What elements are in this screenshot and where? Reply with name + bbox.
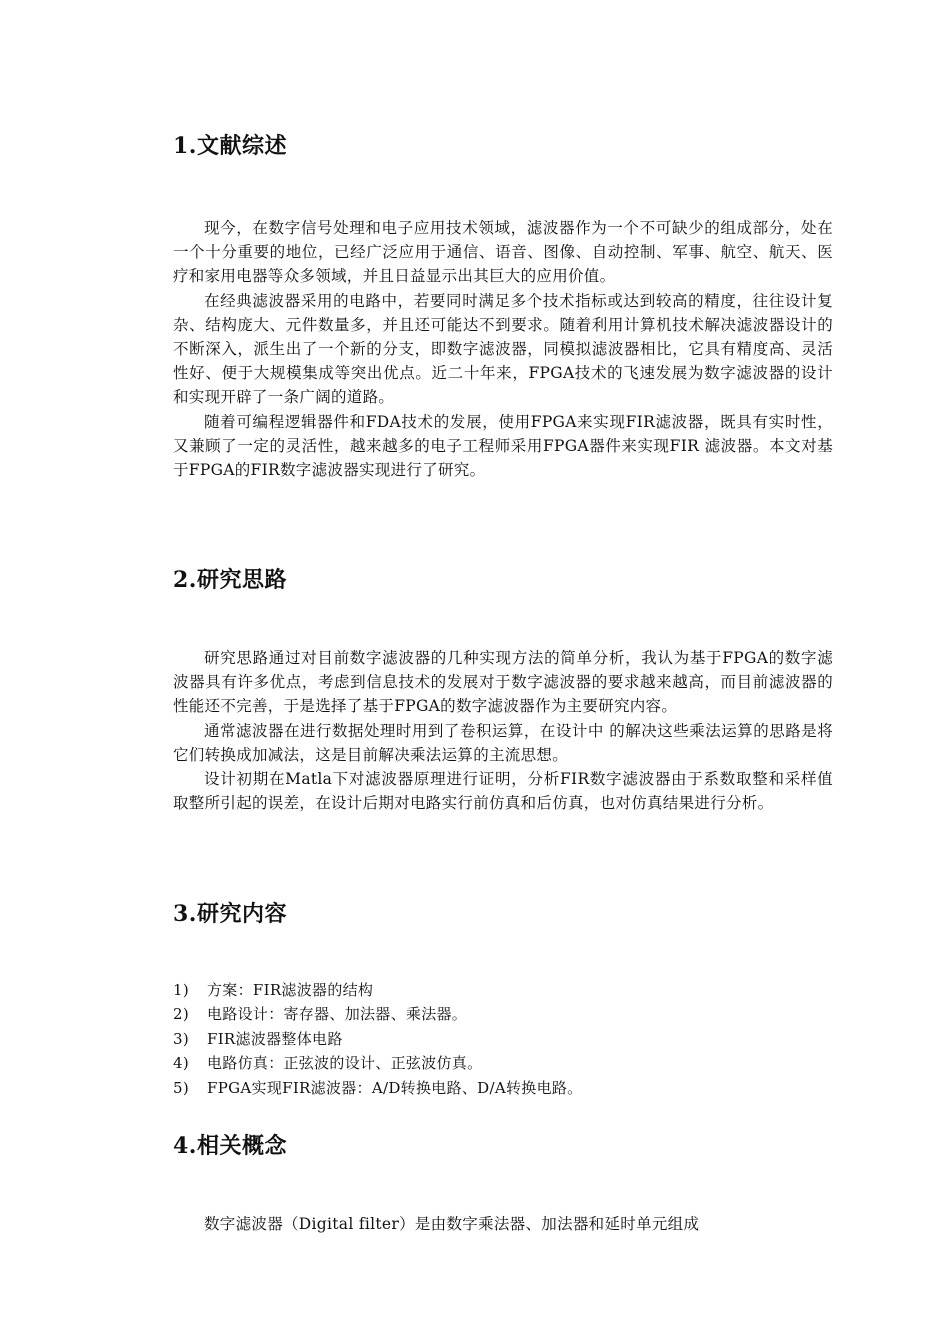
paragraph: 设计初期在Matla下对滤波器原理进行证明，分析FIR数字滤波器由于系数取整和采样值取整所引起的误差，在设计后期对电路实行前仿真和后仿真，也对仿真结果进行分析。 [173,770,833,813]
paragraph: 在经典滤波器采用的电路中，若要同时满足多个技术指标或达到较高的精度，往往设计复杂、结构庞大、元件数量多，并且还可能达不到要求。随着利用计算机技术解决滤波器设计的不断深入，派生出了一个新的分支，即数字滤波器，同模拟滤波器相比，它具有精度高、灵活性好、便于大规模集成等突出优点。近二十年来，FPGA技术的飞速发展为数字滤波器的设计和实现开辟了一条广阔的道路。 [173,291,833,407]
list-item: 3) FIR滤波器整体电路 [173,1029,343,1048]
section-research-content [173,896,833,1100]
section-research-approach [173,562,833,815]
list-item: 1) 方案：FIR滤波器的结构 [173,981,374,999]
section-literature-review [173,128,833,482]
list-item: 2) 电路设计：寄存器、加法器、乘法器。 [173,1005,468,1024]
section-heading: 4.相关概念 [173,1133,287,1159]
paragraph: 数字滤波器（Digital filter）是由数字乘法器、加法器和延时单元组成 [204,1215,700,1233]
section-heading: 3.研究内容 [173,901,287,927]
section-heading: 2.研究思路 [173,567,287,593]
list-item: 5) FPGA实现FIR滤波器：A/D转换电路、D/A转换电路。 [173,1078,583,1097]
paragraph: 现今，在数字信号处理和电子应用技术领域，滤波器作为一个不可缺少的组成部分，处在一个十分重要的地位，已经广泛应用于通信、语音、图像、自动控制、军事、航空、航天、医疗和家用电器等众多领域，并且日益显示出其巨大的应用价值。 [173,219,833,286]
paragraph: 通常滤波器在进行数据处理时用到了卷积运算，在设计中 的解决这些乘法运算的思路是将它们转换成加减法，这是目前解决乘法运算的主流思想。 [173,721,833,764]
section-heading: 1.文献综述 [173,133,287,159]
paragraph: 研究思路通过对目前数字滤波器的几种实现方法的简单分析，我认为基于FPGA的数字滤波器具有许多优点，考虑到信息技术的发展对于数字滤波器的要求越来越高，而目前滤波器的性能还不完善，于是选择了基于FPGA的数字滤波器作为主要研究内容。 [173,649,833,716]
list-item: 4) 电路仿真：正弦波的设计、正弦波仿真。 [173,1054,483,1073]
section-related-concepts [173,1128,833,1236]
paragraph: 随着可编程逻辑器件和FDA技术的发展，使用FPGA来实现FIR滤波器，既具有实时性，又兼顾了一定的灵活性，越来越多的电子工程师采用FPGA器件来实现FIR 滤波器。本文对基于FPGA的FIR数字滤波器实现进行了研究。 [173,412,833,480]
research-content-list [173,978,833,1100]
